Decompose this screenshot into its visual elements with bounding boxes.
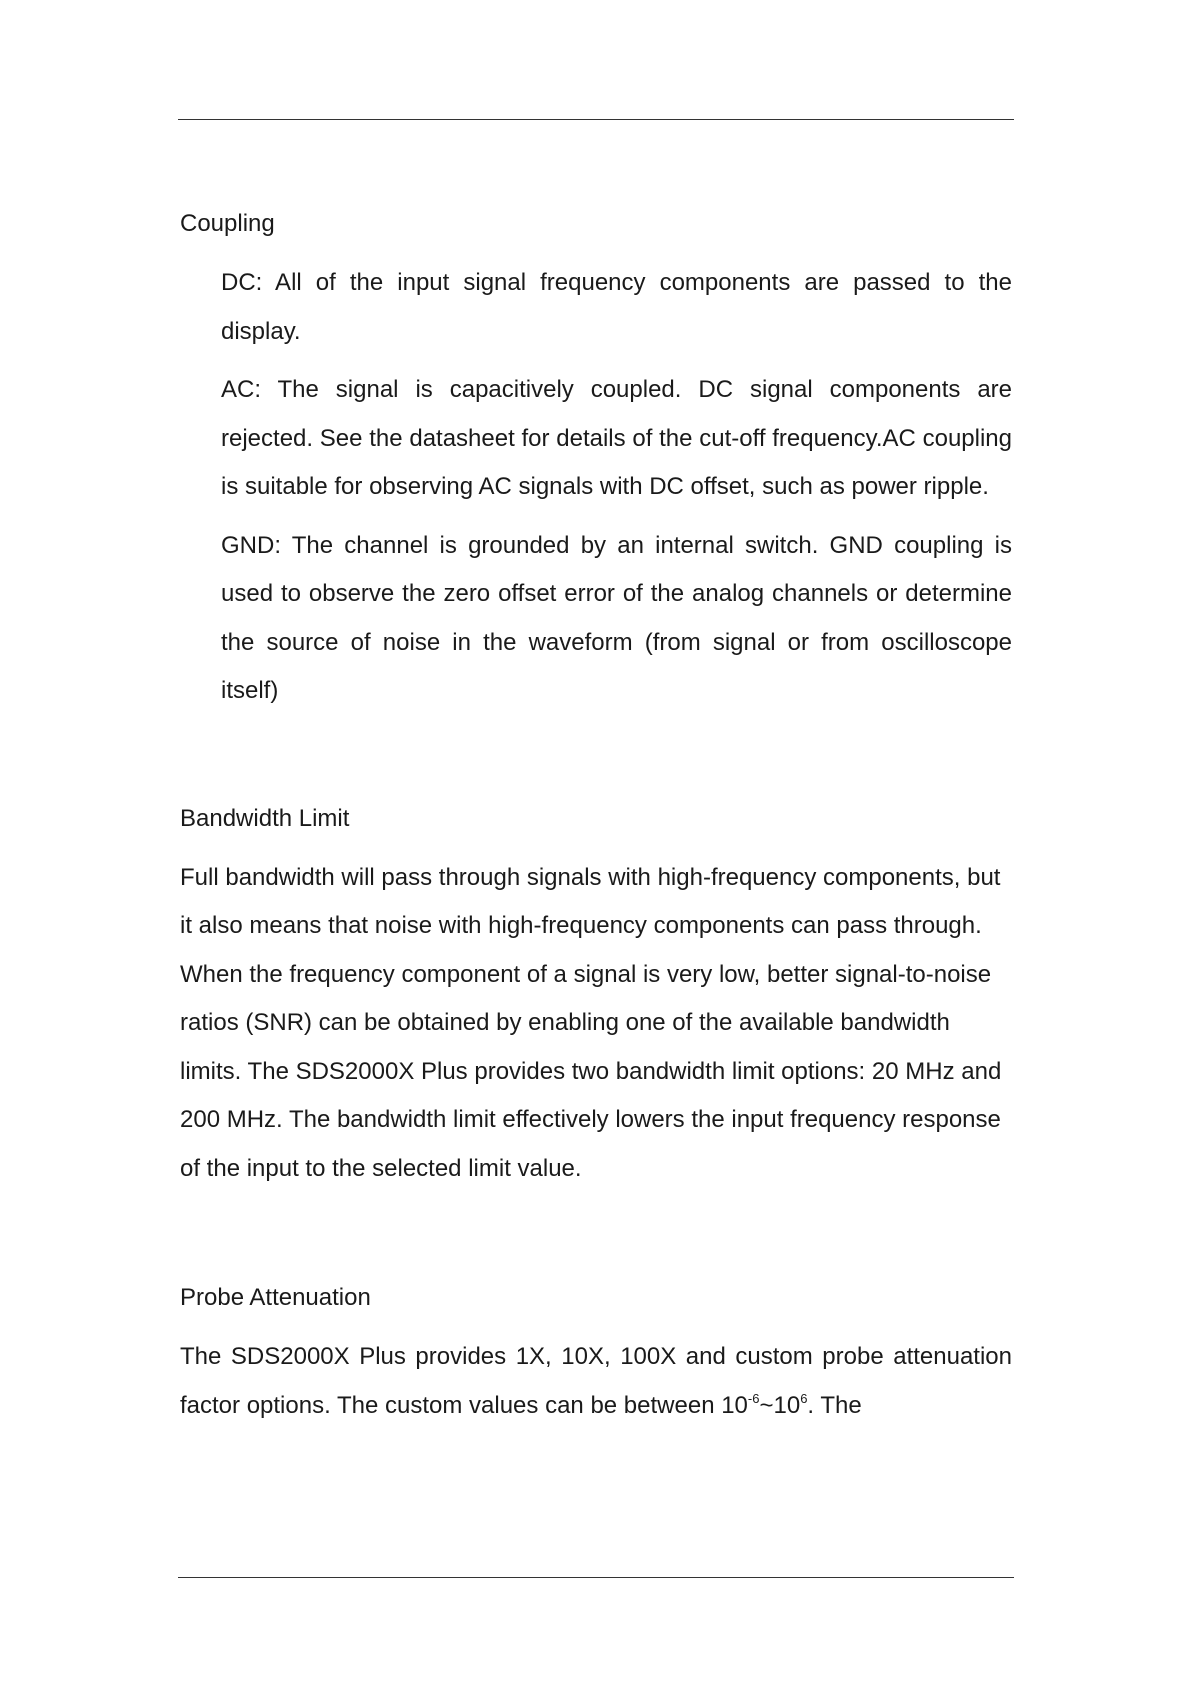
probe-text-before: The SDS2000X Plus provides 1X, 10X, 100X and custom probe attenuation factor options. The custom values can be between 10: [180, 1343, 1012, 1419]
probe-attenuation-heading: Probe Attenuation: [180, 1284, 371, 1311]
exponent-high: 6: [800, 1390, 808, 1406]
bandwidth-limit-paragraph: Full bandwidth will pass through signals with high-frequency components, but it also means that noise with high-frequency components can pass through. When the frequency component of a signal is very low, better signal-to-noise ratios (SNR) can be obtained by enabling one of the available bandwidth limits. The SDS2000X Plus provides two bandwidth limit options: 20 MHz and 200 MHz. The bandwidth limit effectively lowers the input frequency response of the input to the selected limit value.: [180, 863, 1002, 1182]
coupling-gnd-paragraph: GND: The channel is grounded by an internal switch. GND coupling is used to observe the zero offset error of the analog channels or determine the source of noise in the waveform (from signal or from oscilloscope itself): [221, 531, 1012, 704]
coupling-heading: Coupling: [180, 210, 275, 237]
exponent-low: -6: [747, 1390, 760, 1406]
probe-attenuation-paragraph: [180, 1333, 1012, 1430]
coupling-list: [180, 259, 1012, 716]
header-rule: [178, 119, 1014, 120]
page-content: [180, 198, 1012, 1430]
coupling-dc-paragraph: DC: All of the input signal frequency components are passed to the display.: [221, 269, 1012, 345]
probe-text-after: . The: [807, 1391, 862, 1419]
bandwidth-limit-heading: Bandwidth Limit: [180, 804, 350, 832]
probe-text-mid: ~10: [759, 1391, 801, 1419]
footer-rule: [178, 1577, 1014, 1578]
coupling-ac-paragraph: AC: The signal is capacitively coupled. DC signal components are rejected. See the datasheet for details of the cut-off frequency.AC coupling is suitable for observing AC signals with DC offset, such as power ripple.: [221, 376, 1012, 500]
bandwidth-limit-section: [180, 854, 1012, 1194]
probe-attenuation-section: [180, 1333, 1012, 1430]
